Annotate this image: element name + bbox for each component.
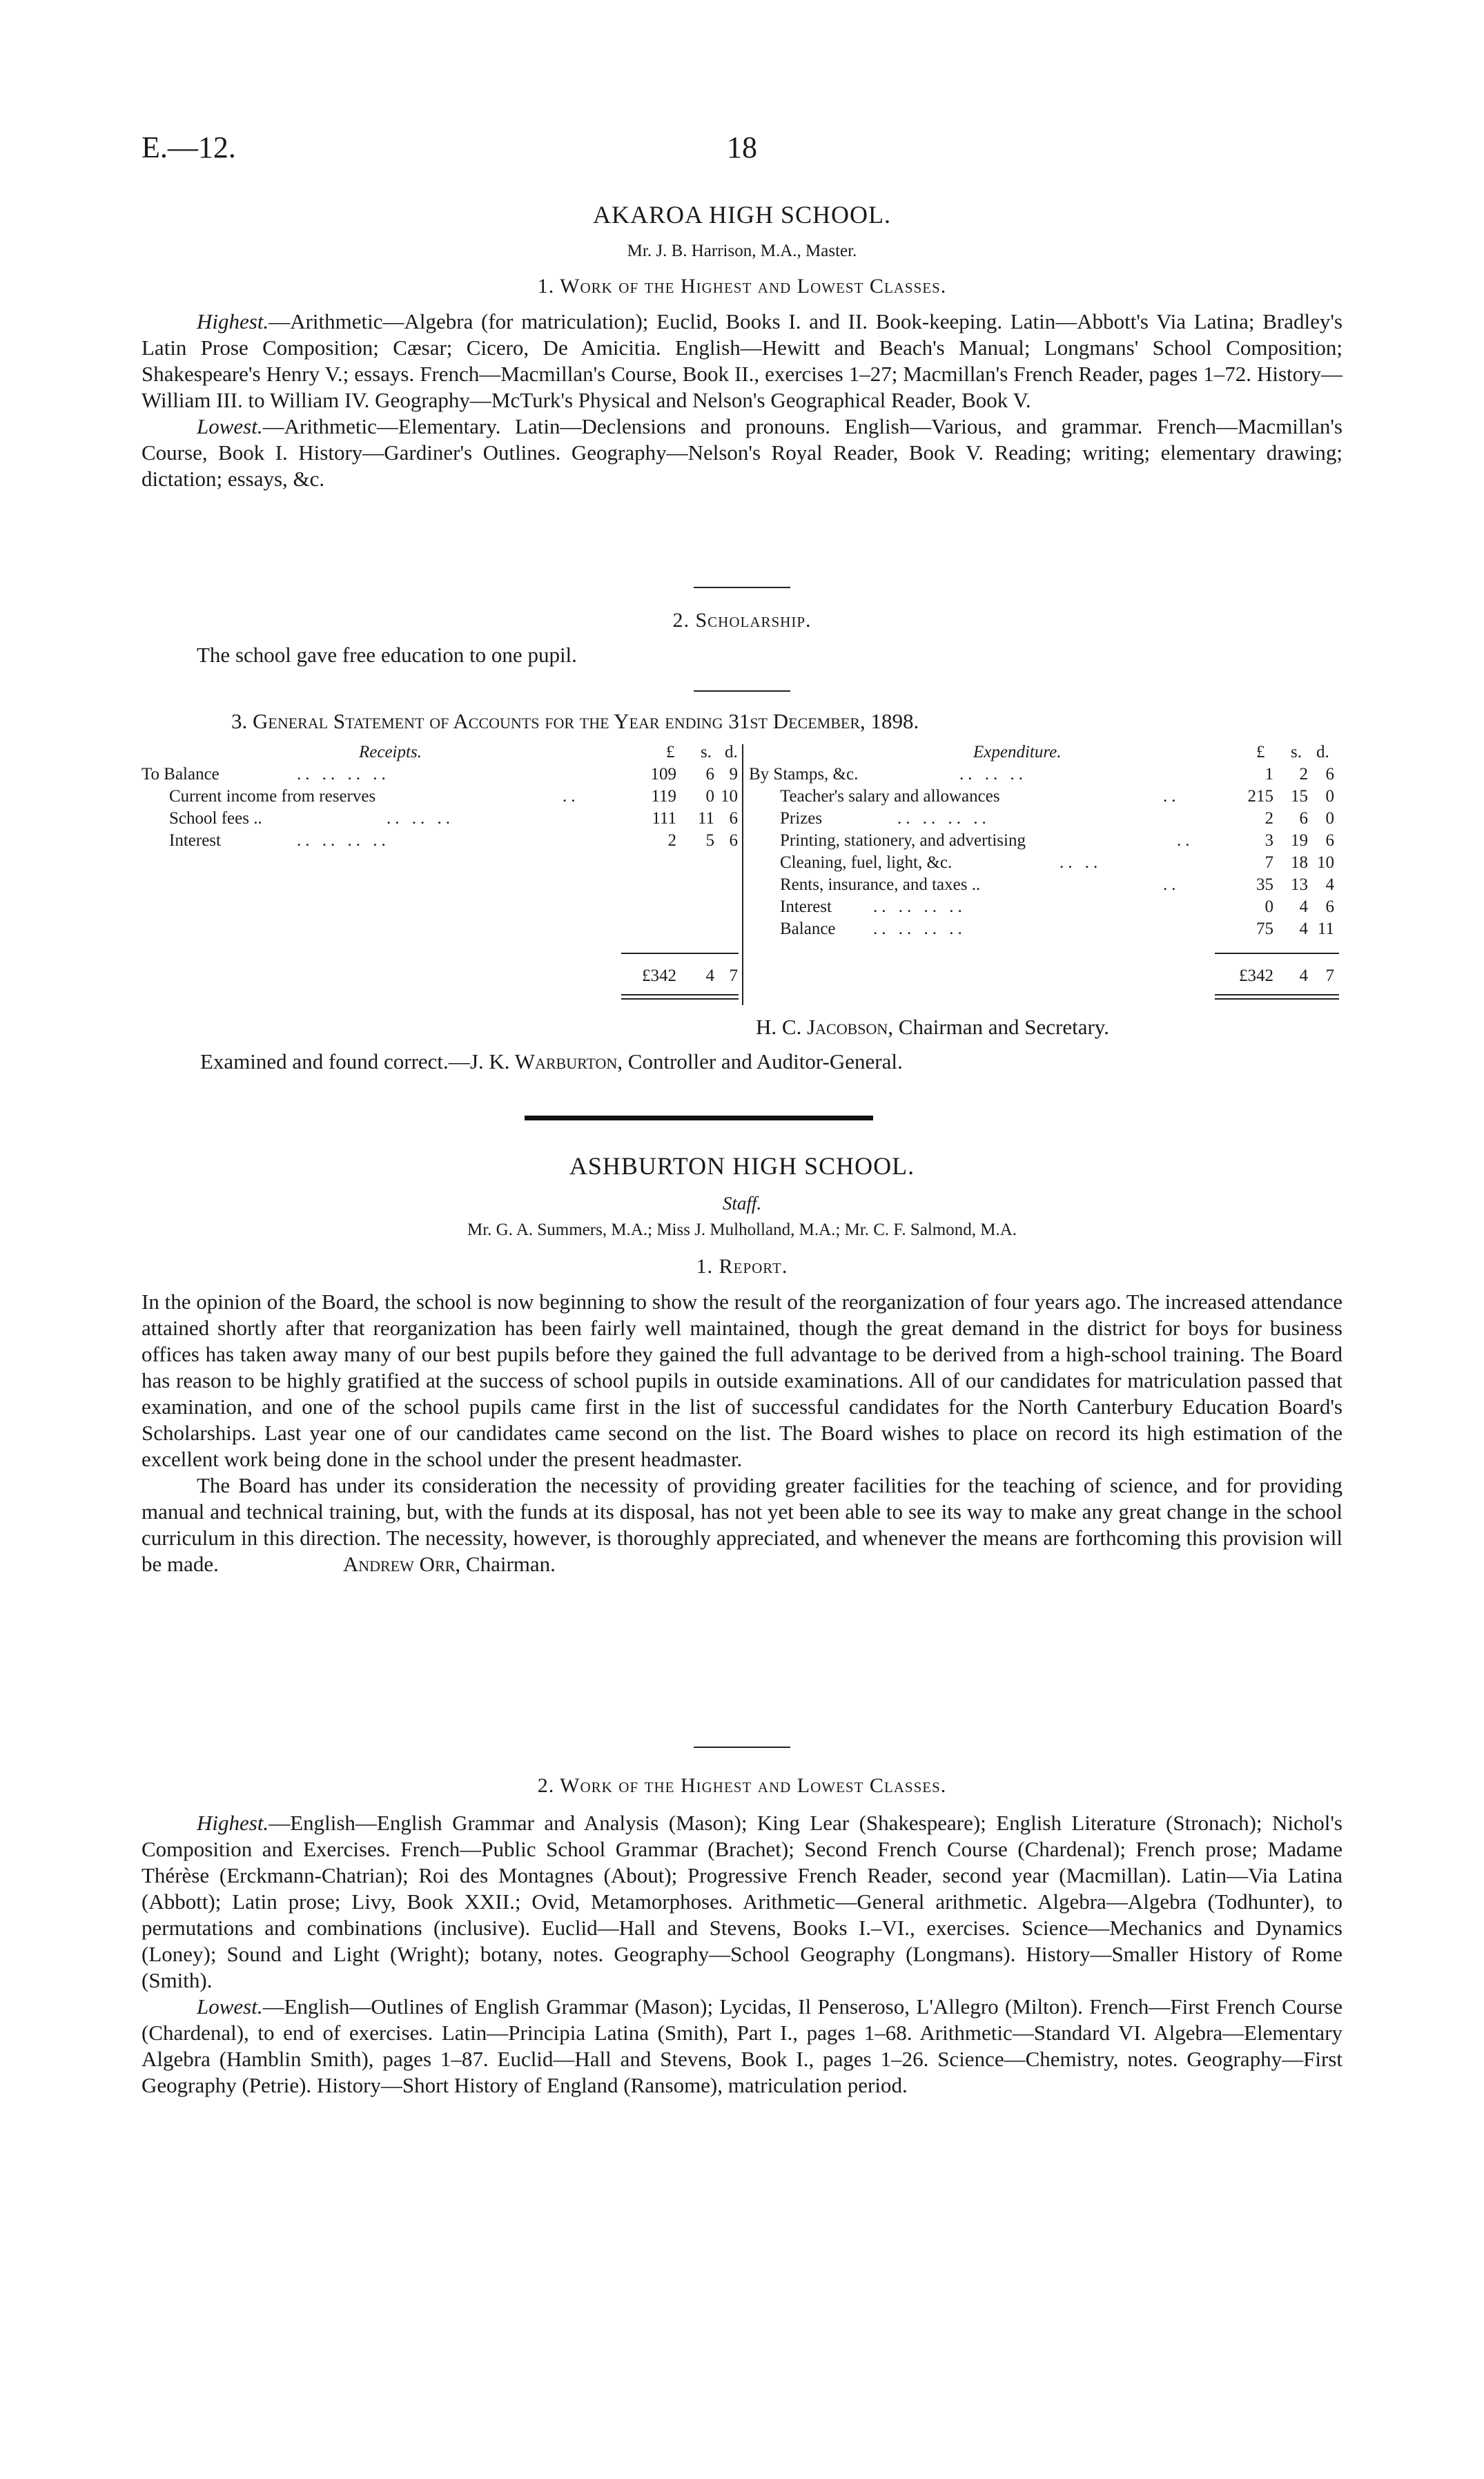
receipt-pence: 9	[729, 765, 738, 784]
receipts-total-pounds: £342	[642, 966, 676, 985]
expenditure-label: Teacher's salary and allowances	[780, 787, 1000, 806]
report-signature-title: Chairman.	[465, 1552, 556, 1576]
expenditure-pence: 10	[1317, 853, 1334, 872]
expenditure-dots: .. .. .. ..	[873, 920, 966, 938]
document-code: E.—12.	[141, 130, 236, 164]
akaroa-lowest-label: Lowest.	[197, 414, 263, 438]
receipts-col-shillings: s.	[701, 743, 712, 761]
examined-prefix: Examined and found correct.—	[200, 1049, 470, 1073]
examined-line	[200, 1049, 903, 1074]
ashburton-lowest-label: Lowest.	[197, 1994, 263, 2019]
section-separator	[525, 1116, 873, 1120]
receipt-shillings: 11	[697, 809, 714, 828]
report-paragraph-2	[141, 1472, 1343, 1577]
accounts-divider	[742, 744, 743, 1005]
receipt-shillings: 5	[705, 831, 714, 850]
expenditure-dots: .. ..	[1060, 853, 1102, 872]
report-signature: Andrew Orr,	[342, 1552, 461, 1576]
expenditure-shillings: 4	[1299, 897, 1308, 916]
expenditure-pounds: 0	[1265, 897, 1273, 916]
ashburton-lowest-text: —English—Outlines of English Grammar (Mason); Lycidas, Il Penseroso, L'Allegro (Milton). French—First French Course (Chardenal), to end of exercises. Latin—Principia Latina (Smith), Part I., pages 1–68. Arithmetic—Standard VI. Algebra—Elementary Algebra (Hamblin Smith), pages 1–87. Euclid—Hall and Stevens, Book I., pages 1–26. Science—Chemistry, notes. Geography—First Geography (Petrie). History—Short History of England (Ransome), matriculation period.	[141, 1994, 1343, 2097]
receipt-label: Interest	[169, 831, 221, 850]
divider	[694, 1747, 790, 1748]
receipt-shillings: 0	[705, 787, 714, 806]
expenditure-shillings: 2	[1299, 765, 1308, 784]
akaroa-section2-heading: 2. Scholarship.	[672, 609, 812, 632]
report-paragraph-2-text: The Board has under its consideration the necessity of providing greater facilities for the teaching of science, and for providing manual and technical training, but, with the funds at its disposal, has not yet been able to see its way to make any great change in the school curriculum in this direction. The necessity, however, is thoroughly appreciated, and whenever the means are forthcoming this provision will be made.	[141, 1473, 1343, 1576]
akaroa-highest-paragraph	[141, 309, 1343, 414]
ashburton-staff-names: Mr. G. A. Summers, M.A.; Miss J. Mulholland, M.A.; Mr. C. F. Salmond, M.A.	[467, 1221, 1017, 1239]
receipts-total-rule	[621, 953, 739, 954]
expenditure-total-pounds: £342	[1239, 966, 1273, 985]
ashburton-highest-text: —English—English Grammar and Analysis (Mason); King Lear (Shakespeare); English Literature (Stronach); Nichol's Composition and Exercises. French—Public School Grammar (Brachet); Second French Course (Chardenal); French prose; Madame Thérèse (Erckmann-Chatrian); Roi des Montagnes (About); Progressive French Reader, second year (Macmillan). Latin—Via Latina (Abbott); Latin prose; Livy, Book XXII.; Ovid, Metamorphoses. Arithmetic—General arithmetic. Algebra—Algebra (Todhunter), to permutations and combinations (inclusive). Euclid—Hall and Stevens, Books I.–VI., exercises. Science—Mechanics and Dynamics (Loney); Sound and Light (Wright); botany, notes. Geography—School Geography (Longmans). History—Smaller History of Rome (Smith).	[141, 1811, 1343, 1992]
expenditure-pence: 0	[1325, 787, 1334, 806]
receipts-total-pence: 7	[729, 966, 738, 985]
receipt-row	[141, 764, 742, 786]
akaroa-scholarship-text: The school gave free education to one pupil.	[197, 643, 577, 667]
receipt-pence: 6	[729, 809, 738, 828]
ashburton-classes	[141, 1810, 1343, 2099]
expenditure-pence: 0	[1325, 809, 1334, 828]
expenditure-label: Interest	[780, 897, 832, 916]
expenditure-shillings: 18	[1291, 853, 1308, 872]
expenditure-pounds: 35	[1256, 875, 1273, 894]
expenditure-row	[749, 896, 1343, 918]
akaroa-highest-block	[141, 309, 1343, 492]
receipt-dots: .. .. .. ..	[297, 831, 390, 850]
ashburton-staff-heading: Staff.	[722, 1193, 762, 1214]
receipt-label: Current income from reserves	[169, 787, 376, 806]
receipts-col-pence: d.	[725, 743, 738, 761]
expenditure-row	[749, 764, 1343, 786]
expenditure-pence: 6	[1325, 765, 1334, 784]
expenditure-label: Cleaning, fuel, light, &c.	[780, 853, 953, 872]
signature-title: Chairman and Secretary.	[898, 1015, 1110, 1039]
akaroa-section3-heading: 3. General Statement of Accounts for the Year ending 31st December, 1898.	[231, 709, 919, 733]
page-header	[141, 130, 1343, 171]
expenditure-total-row	[749, 965, 1343, 987]
receipts-heading: Receipts.	[359, 743, 422, 761]
expenditure-total-rule	[1215, 953, 1339, 954]
receipt-row	[141, 808, 742, 830]
expenditure-col-pence: d.	[1316, 743, 1329, 761]
receipt-row	[141, 830, 742, 852]
receipt-pounds: 119	[651, 787, 676, 806]
ashburton-lowest-paragraph	[141, 1994, 1343, 2099]
expenditure-pounds: 1	[1265, 765, 1273, 784]
signature-name: H. C. Jacobson,	[756, 1015, 894, 1039]
receipts-col-pounds: £	[666, 743, 675, 761]
ashburton-section2-heading: 2. Work of the Highest and Lowest Classes.	[537, 1774, 947, 1797]
accounts-signature	[756, 1015, 1109, 1040]
expenditure-pounds: 75	[1256, 920, 1273, 938]
expenditure-pence: 6	[1325, 897, 1334, 916]
expenditure-pence: 11	[1317, 920, 1334, 938]
page-number: 18	[727, 130, 757, 164]
expenditure-total-pence: 7	[1325, 966, 1334, 985]
receipts-total-row	[141, 965, 742, 987]
expenditure-shillings: 13	[1291, 875, 1308, 894]
expenditure-dots: ..	[1163, 787, 1180, 806]
receipt-label: School fees ..	[169, 809, 262, 828]
expenditure-label: Printing, stationery, and advertising	[780, 831, 1026, 850]
akaroa-lowest-text: —Arithmetic—Elementary. Latin—Declensions and pronouns. English—Various, and grammar. French—Macmillan's Course, Book I. History—Gardiner's Outlines. Geography—Nelson's Royal Reader, Book V. Reading; writing; elementary drawing; dictation; essays, &c.	[141, 414, 1343, 491]
expenditure-row	[749, 786, 1343, 808]
expenditure-total-double-rule	[1215, 994, 1339, 1000]
expenditure-shillings: 6	[1299, 809, 1308, 828]
expenditure-col-pounds: £	[1256, 743, 1265, 761]
divider	[694, 587, 790, 588]
expenditure-row	[749, 808, 1343, 830]
expenditure-row	[749, 874, 1343, 896]
expenditure-pounds: 2	[1265, 809, 1273, 828]
receipts-total-double-rule	[621, 994, 739, 1000]
examined-title: Controller and Auditor-General.	[627, 1049, 903, 1073]
accounts-table	[141, 740, 1343, 1016]
akaroa-lowest-paragraph	[141, 414, 1343, 492]
receipt-pence: 10	[721, 787, 738, 806]
akaroa-section1-heading: 1. Work of the Highest and Lowest Classes.	[537, 275, 947, 298]
document-page	[141, 0, 1343, 2479]
receipt-shillings: 6	[705, 765, 714, 784]
expenditure-pounds: 7	[1265, 853, 1273, 872]
expenditure-heading: Expenditure.	[973, 743, 1062, 761]
expenditure-row	[749, 918, 1343, 940]
expenditure-label: By Stamps, &c.	[749, 765, 859, 784]
receipt-pounds: 109	[650, 765, 676, 784]
receipt-label: To Balance	[141, 765, 219, 784]
akaroa-title: AKAROA HIGH SCHOOL.	[592, 201, 891, 229]
receipt-row	[141, 786, 742, 808]
receipt-dots: .. .. ..	[387, 809, 454, 828]
expenditure-pence: 6	[1325, 831, 1334, 850]
receipt-dots: ..	[563, 787, 580, 806]
expenditure-dots: .. .. ..	[959, 765, 1027, 784]
expenditure-col-shillings: s.	[1291, 743, 1302, 761]
receipts-total-shillings: 4	[705, 966, 714, 985]
expenditure-row	[749, 852, 1343, 874]
examined-name: J. K. Warburton,	[469, 1049, 623, 1073]
akaroa-master: Mr. J. B. Harrison, M.A., Master.	[627, 242, 857, 260]
divider	[694, 690, 790, 692]
ashburton-report	[141, 1289, 1343, 1577]
expenditure-label: Balance	[780, 920, 836, 938]
expenditure-row	[749, 830, 1343, 852]
expenditure-pence: 4	[1325, 875, 1334, 894]
expenditure-dots: ..	[1163, 875, 1180, 894]
expenditure-shillings: 19	[1291, 831, 1308, 850]
receipt-pounds: 2	[667, 831, 676, 850]
expenditure-pounds: 3	[1265, 831, 1273, 850]
ashburton-highest-label: Highest.	[197, 1811, 269, 1835]
expenditure-dots: .. .. .. ..	[897, 809, 990, 828]
expenditure-dots: ..	[1177, 831, 1194, 850]
receipt-dots: .. .. .. ..	[297, 765, 390, 784]
akaroa-highest-text: —Arithmetic—Algebra (for matriculation); Euclid, Books I. and II. Book-keeping. Latin—Abbott's Via Latina; Bradley's Latin Prose Composition; Cæsar; Cicero, De Amicitia. English—Hewitt and Beach's Manual; Longmans' School Composition; Shakespeare's Henry V.; essays. French—Macmillan's Course, Book II., exercises 1–27; Macmillan's French Reader, pages 1–72. History—William III. to William IV. Geography—McTurk's Physical and Nelson's Geographical Reader, Book V.	[141, 309, 1343, 412]
expenditure-label: Rents, insurance, and taxes ..	[780, 875, 981, 894]
expenditure-label: Prizes	[780, 809, 823, 828]
ashburton-title: ASHBURTON HIGH SCHOOL.	[569, 1152, 915, 1180]
report-paragraph-1: In the opinion of the Board, the school is now beginning to show the result of the reorganization of four years ago. The increased attendance attained shortly after that reorganization has been fairly well maintained, though the great demand in the district for boys for business offices has taken away many of our best pupils before they gained the full advantage to be derived from a high-school training. The Board has reason to be highly gratified at the success of school pupils in outside examinations. All of our candidates for matriculation passed that examination, and one of the school pupils came first in the list of successful candidates for the North Canterbury Education Board's Scholarships. Last year one of our candidates came second on the list. The Board wishes to place on record its high estimation of the excellent work being done in the school under the present headmaster.	[141, 1290, 1343, 1471]
receipt-pounds: 111	[652, 809, 676, 828]
ashburton-report-heading: 1. Report.	[696, 1255, 788, 1278]
expenditure-dots: .. .. .. ..	[873, 897, 966, 916]
ashburton-highest-paragraph	[141, 1810, 1343, 1994]
expenditure-shillings: 4	[1299, 920, 1308, 938]
expenditure-shillings: 15	[1291, 787, 1308, 806]
akaroa-highest-label: Highest.	[197, 309, 269, 333]
expenditure-total-shillings: 4	[1299, 966, 1308, 985]
expenditure-pounds: 215	[1247, 787, 1273, 806]
receipt-pence: 6	[729, 831, 738, 850]
